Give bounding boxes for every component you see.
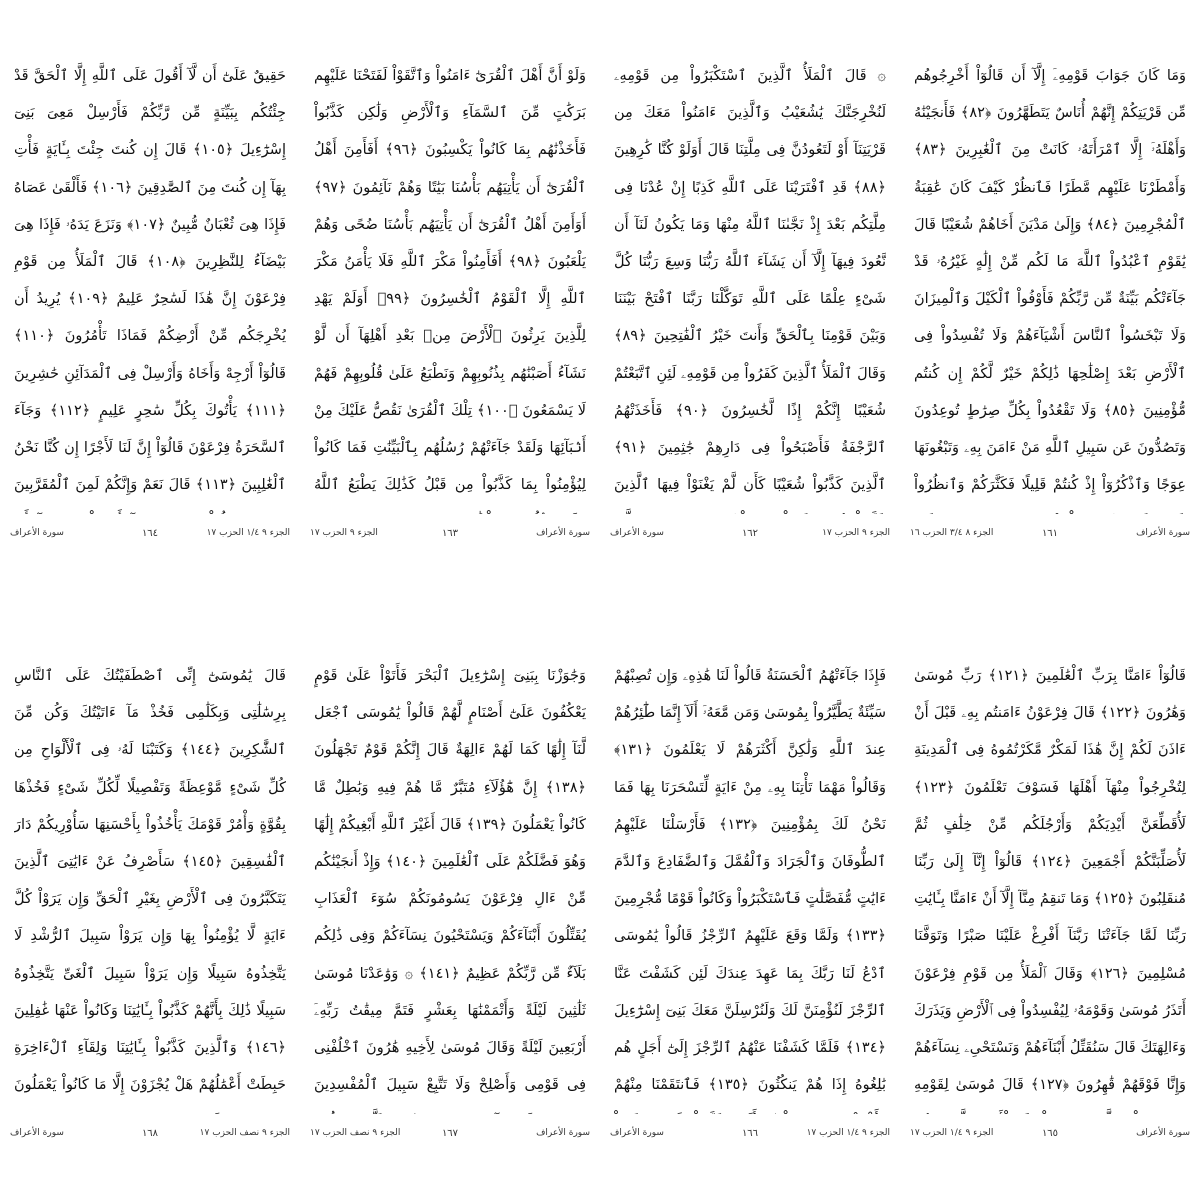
quran-page-165: [900, 600, 1200, 1200]
juz-hizb-label: الجزء ٨ ٣/٤ الحزب ١٦: [910, 528, 994, 538]
quran-page-166: [600, 600, 900, 1200]
surah-name: سورة الأعراف: [536, 528, 590, 538]
page-footer: [10, 528, 290, 544]
juz-hizb-label: الجزء ٩ الحزب ١٧: [822, 528, 890, 538]
quran-page-162: [600, 0, 900, 600]
surah-name: سورة الأعراف: [1136, 528, 1190, 538]
juz-hizb-label: الجزء ٩ الحزب ١٧: [310, 528, 378, 538]
page-number: ١٦٤: [141, 528, 159, 539]
juz-hizb-label: الجزء ٩ ١/٤ الحزب ١٧: [206, 528, 290, 538]
quran-page-163: [300, 0, 600, 600]
surah-name: سورة الأعراف: [10, 528, 64, 538]
page-footer: [610, 528, 890, 544]
juz-hizb-label: الجزء ٩ نصف الحزب ١٧: [310, 1128, 401, 1138]
page-number: ١٦٦: [741, 1128, 759, 1139]
page-verses: وَلَوْ أَنَّ أَهْلَ ٱلْقُرَىٰٓ ءَامَنُواْ وَٱتَّقَوْاْ لَفَتَحْنَا عَلَيْهِم بَرَكَٰتٍ مِّنَ ٱلسَّمَآءِ وَٱلْأَرْضِ وَلَٰكِن كَذَّبُواْ فَأَخَذْنَٰهُم بِمَا كَانُواْ يَكْسِبُونَ ﴿٩٦﴾ أَفَأَمِنَ أَهْلُ ٱلْقُرَىٰٓ أَن يَأْتِيَهُم بَأْسُنَا بَيَٰتًا وَهُمْ نَآئِمُونَ ﴿٩٧﴾ أَوَأَمِنَ أَهْلُ ٱلْقُرَىٰٓ أَن يَأْتِيَهُم بَأْسُنَا ضُحًى وَهُمْ يَلْعَبُونَ ﴿٩٨﴾ أَفَأَمِنُواْ مَكْرَ ٱللَّهِ فَلَا يَأْمَنُ مَكْرَ ٱللَّهِ إِلَّا ٱلْقَوْمُ ٱلْخَٰسِرُونَ ﴿٩٩﴾ أَوَلَمْ يَهْدِ لِلَّذِينَ يَرِثُونَ ٱلْأَرْضَ مِنۢ بَعْدِ أَهْلِهَآ أَن لَّوْ نَشَآءُ أَصَبْنَٰهُم بِذُنُوبِهِمْ وَنَطْبَعُ عَلَىٰ قُلُوبِهِمْ فَهُمْ لَا يَسْمَعُونَ ﴿١٠٠﴾ تِلْكَ ٱلْقُرَىٰ نَقُصُّ عَلَيْكَ مِنْ أَنۢبَآئِهَا وَلَقَدْ جَآءَتْهُمْ رُسُلُهُم بِٱلْبَيِّنَٰتِ فَمَا كَانُواْ لِيُؤْمِنُواْ بِمَا كَذَّبُواْ مِن قَبْلُ كَذَٰلِكَ يَطْبَعُ ٱللَّهُ: [314, 68, 586, 494]
page-footer: [310, 528, 590, 544]
quran-page-168: [0, 600, 300, 1200]
page-number: ١٦٣: [441, 528, 459, 539]
quran-page-167: [300, 600, 600, 1200]
quran-page-164: [0, 0, 300, 600]
page-number: ١٦١: [1041, 528, 1059, 539]
juz-hizb-label: الجزء ٩ ١/٤ الحزب ١٧: [910, 1128, 994, 1138]
page-verses: قَالَ يَٰمُوسَىٰٓ إِنِّى ٱصْطَفَيْتُكَ عَلَى ٱلنَّاسِ بِرِسَٰلَٰتِى وَبِكَلَٰمِى فَخُذْ مَآ ءَاتَيْتُكَ وَكُن مِّنَ ٱلشَّٰكِرِينَ ﴿١٤٤﴾ وَكَتَبْنَا لَهُۥ فِى ٱلْأَلْوَاحِ مِن كُلِّ شَىْءٍ مَّوْعِظَةً وَتَفْصِيلًا لِّكُلِّ شَىْءٍ فَخُذْهَا بِقُوَّةٍ وَأْمُرْ قَوْمَكَ يَأْخُذُواْ بِأَحْسَنِهَا سَأُوْرِيكُمْ دَارَ ٱلْفَٰسِقِينَ ﴿١٤٥﴾ سَأَصْرِفُ عَنْ ءَايَٰتِىَ ٱلَّذِينَ يَتَكَبَّرُونَ فِى ٱلْأَرْضِ بِغَيْرِ ٱلْحَقِّ وَإِن يَرَوْاْ كُلَّ ءَايَةٍ لَّا يُؤْمِنُواْ بِهَا وَإِن يَرَوْاْ سَبِيلَ ٱلرُّشْدِ لَا يَتَّخِذُوهُ سَبِيلًا وَإِن يَرَوْاْ سَبِيلَ ٱلْغَىِّ يَتَّخِذُوهُ سَبِيلًا ذَٰلِكَ بِأَنَّهُمْ كَذَّبُواْ بِـَٔايَٰتِنَا وَكَانُواْ عَنْهَا غَٰفِلِينَ ﴿١٤٦﴾ وَٱلَّذِينَ كَذَّبُواْ بِـَٔايَٰتِنَا وَلِقَآءِ ٱلْءَاخِرَةِ حَبِطَتْ أَعْمَٰلُهُمْ هَلْ يُجْزَوْنَ إِلَّا مَا كَانُواْ يَعْمَلُونَ: [14, 668, 286, 1094]
page-verses: وَمَا كَانَ جَوَابَ قَوْمِهِۦٓ إِلَّآ أَن قَالُوٓاْ أَخْرِجُوهُم مِّن قَرْيَتِكُمْ إِنَّهُمْ أُنَاسٌ يَتَطَهَّرُونَ ﴿٨٢﴾ فَأَنجَيْنَٰهُ وَأَهْلَهُۥٓ إِلَّا ٱمْرَأَتَهُۥ كَانَتْ مِنَ ٱلْغَٰبِرِينَ ﴿٨٣﴾ وَأَمْطَرْنَا عَلَيْهِم مَّطَرًا فَٱنظُرْ كَيْفَ كَانَ عَٰقِبَةُ ٱلْمُجْرِمِينَ ﴿٨٤﴾ وَإِلَىٰ مَدْيَنَ أَخَاهُمْ شُعَيْبًا قَالَ يَٰقَوْمِ ٱعْبُدُواْ ٱللَّهَ مَا لَكُم مِّنْ إِلَٰهٍ غَيْرُهُۥ قَدْ جَآءَتْكُم بَيِّنَةٌ مِّن رَّبِّكُمْ فَأَوْفُواْ ٱلْكَيْلَ وَٱلْمِيزَانَ وَلَا تَبْخَسُواْ ٱلنَّاسَ أَشْيَآءَهُمْ وَلَا تُفْسِدُواْ فِى ٱلْأَرْضِ بَعْدَ إِصْلَٰحِهَا ذَٰلِكُمْ خَيْرٌ لَّكُمْ إِن كُنتُم مُّؤْمِنِينَ ﴿٨٥﴾ وَلَا تَقْعُدُواْ بِكُلِّ صِرَٰطٍ تُوعِدُونَ وَتَصُدُّونَ عَن سَبِيلِ ٱللَّهِ مَنْ ءَامَنَ بِهِۦ وَتَبْغُونَهَا عِوَجًا وَٱذْكُرُوٓاْ إِذْ كُنتُمْ قَلِيلًا فَكَثَّرَكُمْ وَٱنظُرُواْ: [914, 68, 1186, 494]
page-footer: [910, 528, 1190, 544]
page-number: ١٦٥: [1041, 1128, 1059, 1139]
page-footer: [310, 1128, 590, 1144]
page-footer: [610, 1128, 890, 1144]
surah-name: سورة الأعراف: [610, 1128, 664, 1138]
page-footer: [910, 1128, 1190, 1144]
page-number: ١٦٢: [741, 528, 759, 539]
page-verses: قَالُوٓاْ ءَامَنَّا بِرَبِّ ٱلْعَٰلَمِينَ ﴿١٢١﴾ رَبِّ مُوسَىٰ وَهَٰرُونَ ﴿١٢٢﴾ قَالَ فِرْعَوْنُ ءَامَنتُم بِهِۦ قَبْلَ أَنْ ءَاذَنَ لَكُمْ إِنَّ هَٰذَا لَمَكْرٌ مَّكَرْتُمُوهُ فِى ٱلْمَدِينَةِ لِتُخْرِجُواْ مِنْهَآ أَهْلَهَا فَسَوْفَ تَعْلَمُونَ ﴿١٢٣﴾ لَأُقَطِّعَنَّ أَيْدِيَكُمْ وَأَرْجُلَكُم مِّنْ خِلَٰفٍ ثُمَّ لَأُصَلِّبَنَّكُمْ أَجْمَعِينَ ﴿١٢٤﴾ قَالُوٓاْ إِنَّآ إِلَىٰ رَبِّنَا مُنقَلِبُونَ ﴿١٢٥﴾ وَمَا تَنقِمُ مِنَّآ إِلَّآ أَنْ ءَامَنَّا بِـَٔايَٰتِ رَبِّنَا لَمَّا جَآءَتْنَا رَبَّنَآ أَفْرِغْ عَلَيْنَا صَبْرًا وَتَوَفَّنَا مُسْلِمِينَ ﴿١٢٦﴾ وَقَالَ ٱلْمَلَأُ مِن قَوْمِ فِرْعَوْنَ أَتَذَرُ مُوسَىٰ وَقَوْمَهُۥ لِيُفْسِدُواْ فِى ٱلْأَرْضِ وَيَذَرَكَ وَءَالِهَتَكَ قَالَ سَنُقَتِّلُ أَبْنَآءَهُمْ وَنَسْتَحْىِۦ نِسَآءَهُمْ وَإِنَّا فَوْقَهُمْ قَٰهِرُونَ ﴿١٢٧﴾ قَالَ مُوسَىٰ لِقَوْمِهِ: [914, 668, 1186, 1094]
page-verses: ۞ قَالَ ٱلْمَلَأُ ٱلَّذِينَ ٱسْتَكْبَرُواْ مِن قَوْمِهِۦ لَنُخْرِجَنَّكَ يَٰشُعَيْبُ وَٱلَّذِينَ ءَامَنُواْ مَعَكَ مِن قَرْيَتِنَآ أَوْ لَتَعُودُنَّ فِى مِلَّتِنَا قَالَ أَوَلَوْ كُنَّا كَٰرِهِينَ ﴿٨٨﴾ قَدِ ٱفْتَرَيْنَا عَلَى ٱللَّهِ كَذِبًا إِنْ عُدْنَا فِى مِلَّتِكُم بَعْدَ إِذْ نَجَّىٰنَا ٱللَّهُ مِنْهَا وَمَا يَكُونُ لَنَآ أَن نَّعُودَ فِيهَآ إِلَّآ أَن يَشَآءَ ٱللَّهُ رَبُّنَا وَسِعَ رَبُّنَا كُلَّ شَىْءٍ عِلْمًا عَلَى ٱللَّهِ تَوَكَّلْنَا رَبَّنَا ٱفْتَحْ بَيْنَنَا وَبَيْنَ قَوْمِنَا بِٱلْحَقِّ وَأَنتَ خَيْرُ ٱلْفَٰتِحِينَ ﴿٨٩﴾ وَقَالَ ٱلْمَلَأُ ٱلَّذِينَ كَفَرُواْ مِن قَوْمِهِۦ لَئِنِ ٱتَّبَعْتُمْ شُعَيْبًا إِنَّكُمْ إِذًا لَّخَٰسِرُونَ ﴿٩٠﴾ فَأَخَذَتْهُمُ ٱلرَّجْفَةُ فَأَصْبَحُواْ فِى دَارِهِمْ جَٰثِمِينَ ﴿٩١﴾ ٱلَّذِينَ كَذَّبُواْ شُعَيْبًا كَأَن لَّمْ يَغْنَوْاْ فِيهَا ٱلَّذِينَ: [614, 68, 886, 494]
juz-hizb-label: الجزء ٩ ١/٤ الحزب ١٧: [806, 1128, 890, 1138]
surah-name: سورة الأعراف: [1136, 1128, 1190, 1138]
page-number: ١٦٨: [141, 1128, 159, 1139]
page-number: ١٦٧: [441, 1128, 459, 1139]
surah-name: سورة الأعراف: [10, 1128, 64, 1138]
page-footer: [10, 1128, 290, 1144]
page-verses: وَجَٰوَزْنَا بِبَنِىٓ إِسْرَٰٓءِيلَ ٱلْبَحْرَ فَأَتَوْاْ عَلَىٰ قَوْمٍ يَعْكُفُونَ عَلَىٰٓ أَصْنَامٍ لَّهُمْ قَالُواْ يَٰمُوسَى ٱجْعَل لَّنَآ إِلَٰهًا كَمَا لَهُمْ ءَالِهَةٌ قَالَ إِنَّكُمْ قَوْمٌ تَجْهَلُونَ ﴿١٣٨﴾ إِنَّ هَٰٓؤُلَآءِ مُتَبَّرٌ مَّا هُمْ فِيهِ وَبَٰطِلٌ مَّا كَانُواْ يَعْمَلُونَ ﴿١٣٩﴾ قَالَ أَغَيْرَ ٱللَّهِ أَبْغِيكُمْ إِلَٰهًا وَهُوَ فَضَّلَكُمْ عَلَى ٱلْعَٰلَمِينَ ﴿١٤٠﴾ وَإِذْ أَنجَيْنَٰكُم مِّنْ ءَالِ فِرْعَوْنَ يَسُومُونَكُمْ سُوٓءَ ٱلْعَذَابِ يُقَتِّلُونَ أَبْنَآءَكُمْ وَيَسْتَحْيُونَ نِسَآءَكُمْ وَفِى ذَٰلِكُم بَلَآءٌ مِّن رَّبِّكُمْ عَظِيمٌ ﴿١٤١﴾ ۞ وَوَٰعَدْنَا مُوسَىٰ ثَلَٰثِينَ لَيْلَةً وَأَتْمَمْنَٰهَا بِعَشْرٍ فَتَمَّ مِيقَٰتُ رَبِّهِۦٓ أَرْبَعِينَ لَيْلَةً وَقَالَ مُوسَىٰ لِأَخِيهِ هَٰرُونَ ٱخْلُفْنِى فِى قَوْمِى وَأَصْلِحْ وَلَا تَتَّبِعْ سَبِيلَ ٱلْمُفْسِدِينَ: [314, 668, 586, 1094]
surah-name: سورة الأعراف: [610, 528, 664, 538]
surah-name: سورة الأعراف: [536, 1128, 590, 1138]
page-verses: فَإِذَا جَآءَتْهُمُ ٱلْحَسَنَةُ قَالُواْ لَنَا هَٰذِهِۦ وَإِن تُصِبْهُمْ سَيِّئَةٌ يَطَّيَّرُواْ بِمُوسَىٰ وَمَن مَّعَهُۥٓ أَلَآ إِنَّمَا طَٰٓئِرُهُمْ عِندَ ٱللَّهِ وَلَٰكِنَّ أَكْثَرَهُمْ لَا يَعْلَمُونَ ﴿١٣١﴾ وَقَالُواْ مَهْمَا تَأْتِنَا بِهِۦ مِنْ ءَايَةٍ لِّتَسْحَرَنَا بِهَا فَمَا نَحْنُ لَكَ بِمُؤْمِنِينَ ﴿١٣٢﴾ فَأَرْسَلْنَا عَلَيْهِمُ ٱلطُّوفَانَ وَٱلْجَرَادَ وَٱلْقُمَّلَ وَٱلضَّفَادِعَ وَٱلدَّمَ ءَايَٰتٍ مُّفَصَّلَٰتٍ فَٱسْتَكْبَرُواْ وَكَانُواْ قَوْمًا مُّجْرِمِينَ ﴿١٣٣﴾ وَلَمَّا وَقَعَ عَلَيْهِمُ ٱلرِّجْزُ قَالُواْ يَٰمُوسَى ٱدْعُ لَنَا رَبَّكَ بِمَا عَهِدَ عِندَكَ لَئِن كَشَفْتَ عَنَّا ٱلرِّجْزَ لَنُؤْمِنَنَّ لَكَ وَلَنُرْسِلَنَّ مَعَكَ بَنِىٓ إِسْرَٰٓءِيلَ ﴿١٣٤﴾ فَلَمَّا كَشَفْنَا عَنْهُمُ ٱلرِّجْزَ إِلَىٰٓ أَجَلٍ هُم بَٰلِغُوهُ إِذَا هُمْ يَنكُثُونَ ﴿١٣٥﴾ فَٱنتَقَمْنَا مِنْهُمْ: [614, 668, 886, 1094]
page-verses: حَقِيقٌ عَلَىٰٓ أَن لَّآ أَقُولَ عَلَى ٱللَّهِ إِلَّا ٱلْحَقَّ قَدْ جِئْتُكُم بِبَيِّنَةٍ مِّن رَّبِّكُمْ فَأَرْسِلْ مَعِىَ بَنِىٓ إِسْرَٰٓءِيلَ ﴿١٠٥﴾ قَالَ إِن كُنتَ جِئْتَ بِـَٔايَةٍ فَأْتِ بِهَآ إِن كُنتَ مِنَ ٱلصَّٰدِقِينَ ﴿١٠٦﴾ فَأَلْقَىٰ عَصَاهُ فَإِذَا هِىَ ثُعْبَانٌ مُّبِينٌ ﴿١٠٧﴾ وَنَزَعَ يَدَهُۥ فَإِذَا هِىَ بَيْضَآءُ لِلنَّٰظِرِينَ ﴿١٠٨﴾ قَالَ ٱلْمَلَأُ مِن قَوْمِ فِرْعَوْنَ إِنَّ هَٰذَا لَسَٰحِرٌ عَلِيمٌ ﴿١٠٩﴾ يُرِيدُ أَن يُخْرِجَكُم مِّنْ أَرْضِكُمْ فَمَاذَا تَأْمُرُونَ ﴿١١٠﴾ قَالُوٓاْ أَرْجِهْ وَأَخَاهُ وَأَرْسِلْ فِى ٱلْمَدَآئِنِ حَٰشِرِينَ ﴿١١١﴾ يَأْتُوكَ بِكُلِّ سَٰحِرٍ عَلِيمٍ ﴿١١٢﴾ وَجَآءَ ٱلسَّحَرَةُ فِرْعَوْنَ قَالُوٓاْ إِنَّ لَنَا لَأَجْرًا إِن كُنَّا نَحْنُ ٱلْغَٰلِبِينَ ﴿١١٣﴾ قَالَ نَعَمْ وَإِنَّكُمْ لَمِنَ ٱلْمُقَرَّبِينَ: [14, 68, 286, 494]
quran-page-161: [900, 0, 1200, 600]
juz-hizb-label: الجزء ٩ نصف الحزب ١٧: [199, 1128, 290, 1138]
